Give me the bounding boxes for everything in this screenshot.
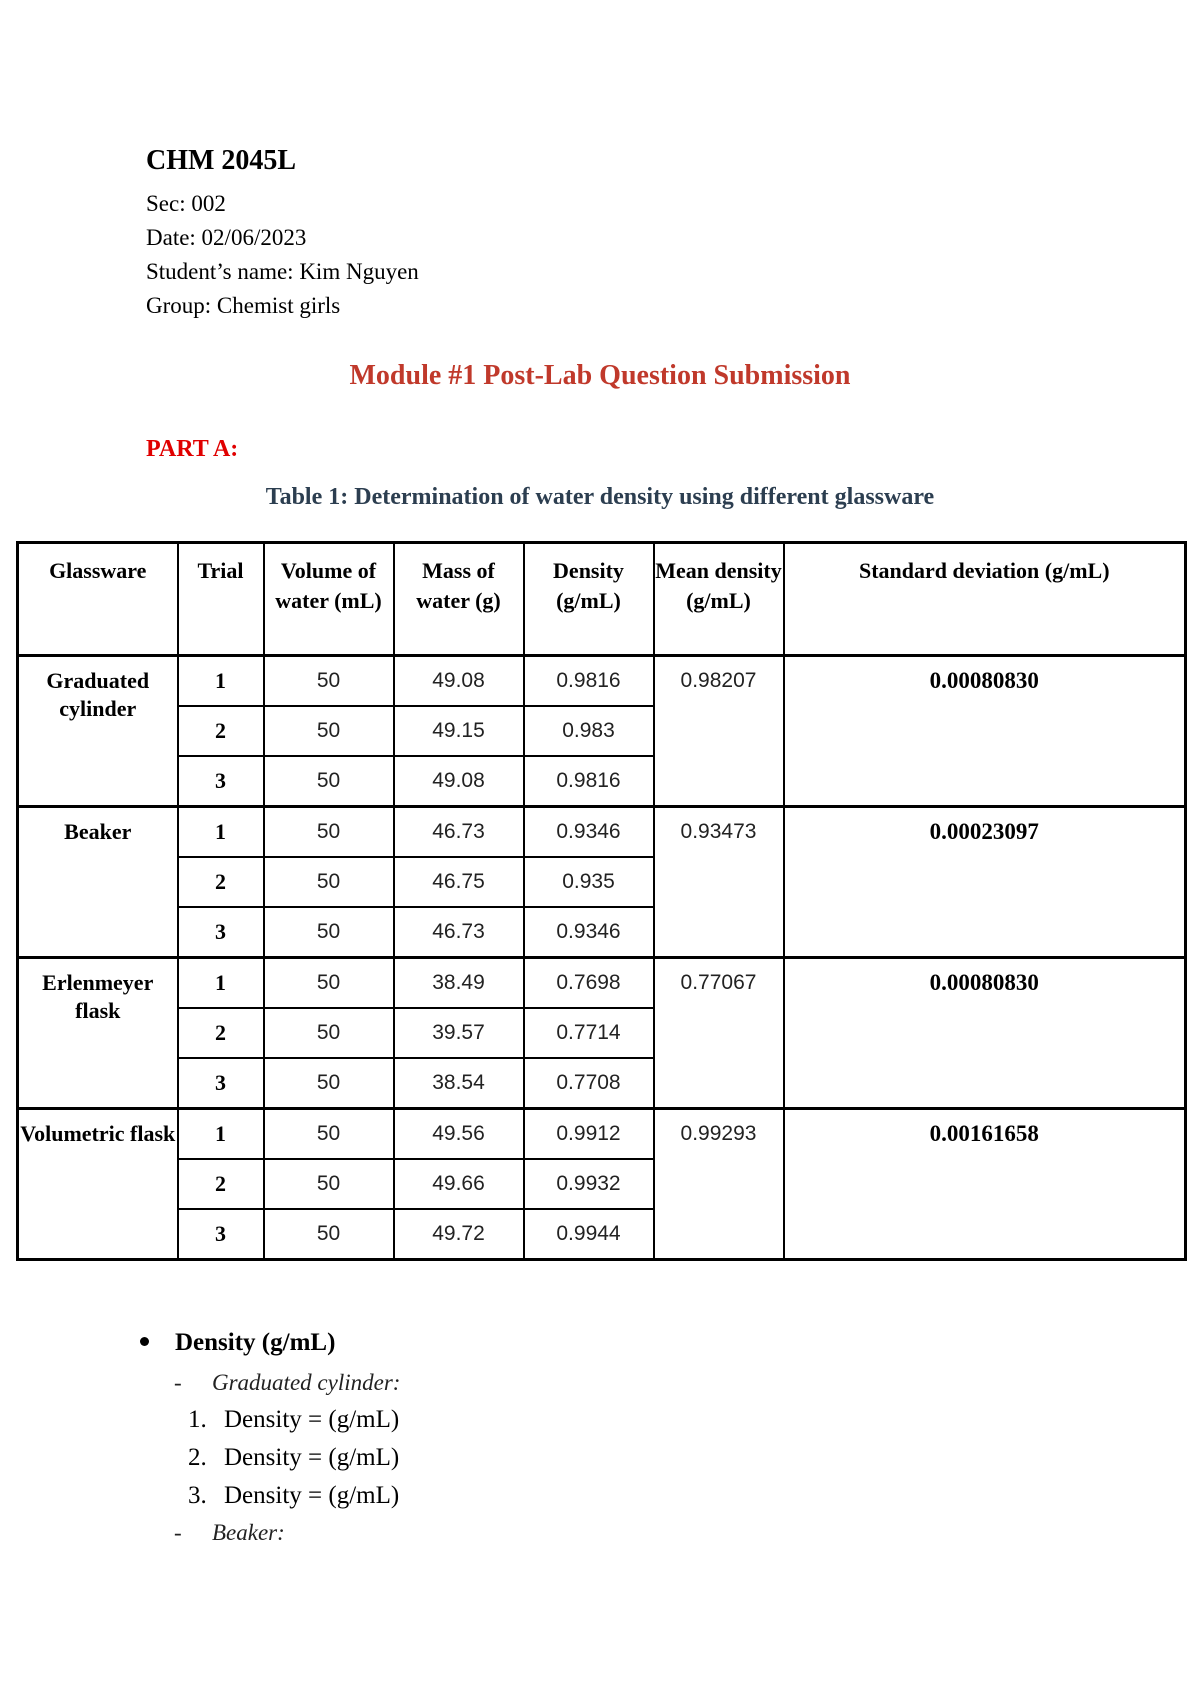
trial-cell: 2 [178,1008,264,1058]
standard-deviation-cell: 0.00023097 [784,807,1186,958]
volume-cell: 50 [264,958,394,1009]
mass-cell: 49.56 [394,1109,524,1160]
header-mean-density: Mean density (g/mL) [654,543,784,656]
trial-cell: 1 [178,958,264,1009]
bullet-icon [140,1337,149,1346]
trial-cell: 3 [178,756,264,807]
density-cell: 0.9346 [524,807,654,858]
glassware-cell: Graduated cylinder [18,656,178,807]
glassware-cell: Beaker [18,807,178,958]
date-line: Date: 02/06/2023 [146,224,307,250]
group-line: Group: Chemist girls [146,292,341,318]
density-cell: 0.7714 [524,1008,654,1058]
trial-cell: 2 [178,706,264,756]
volume-cell: 50 [264,656,394,707]
volume-cell: 50 [264,807,394,858]
volume-cell: 50 [264,1008,394,1058]
volume-cell: 50 [264,907,394,958]
list-index: 2. [188,1444,207,1471]
dash-icon: - [174,1370,182,1395]
dash-icon: - [174,1520,182,1545]
density-cell: 0.9816 [524,756,654,807]
mean-density-cell: 0.98207 [654,656,784,807]
standard-deviation-cell: 0.00161658 [784,1109,1186,1260]
mass-cell: 38.49 [394,958,524,1009]
density-bullet-text: Density (g/mL) [175,1329,336,1356]
trial-cell: 1 [178,1109,264,1160]
mass-cell: 46.73 [394,907,524,958]
density-formula-text: Density = (g/mL) [224,1482,400,1509]
volume-cell: 50 [264,1159,394,1209]
glassware-cell: Erlenmeyer flask [18,958,178,1109]
mass-cell: 49.08 [394,656,524,707]
density-formula-item [188,1477,400,1515]
table-row [18,958,1186,1009]
header-block [146,146,419,323]
glassware-cell: Volumetric flask [18,1109,178,1260]
volume-cell: 50 [264,706,394,756]
density-cell: 0.7698 [524,958,654,1009]
mass-cell: 49.08 [394,756,524,807]
mass-cell: 39.57 [394,1008,524,1058]
mass-cell: 38.54 [394,1058,524,1109]
calculation-notes [140,1325,400,1551]
density-formula-item [188,1401,400,1439]
volume-cell: 50 [264,756,394,807]
density-cell: 0.9944 [524,1209,654,1260]
list-index: 3. [188,1482,207,1509]
list-index: 1. [188,1406,207,1433]
part-a-label: PART A: [146,436,239,462]
trial-cell: 3 [178,907,264,958]
density-cell: 0.9346 [524,907,654,958]
header-trial: Trial [178,543,264,656]
trial-cell: 2 [178,857,264,907]
trial-cell: 1 [178,656,264,707]
mass-cell: 49.66 [394,1159,524,1209]
mass-cell: 46.73 [394,807,524,858]
course-title: CHM 2045L [146,145,297,176]
density-cell: 0.9932 [524,1159,654,1209]
mass-cell: 46.75 [394,857,524,907]
density-formula-text: Density = (g/mL) [224,1444,400,1471]
header-standard-deviation: Standard deviation (g/mL) [784,543,1186,656]
table-caption: Table 1: Determination of water density using different glassware [265,484,935,510]
density-cell: 0.9912 [524,1109,654,1160]
graduated-cylinder-subitem [174,1365,400,1401]
header-glassware: Glassware [18,543,178,656]
mean-density-cell: 0.77067 [654,958,784,1109]
density-cell: 0.935 [524,857,654,907]
standard-deviation-cell: 0.00080830 [784,656,1186,807]
mass-cell: 49.72 [394,1209,524,1260]
density-formula-item [188,1439,400,1477]
density-formula-text: Density = (g/mL) [224,1406,400,1433]
density-bullet-item [140,1325,400,1361]
volume-cell: 50 [264,1058,394,1109]
header-mass: Mass of water (g) [394,543,524,656]
volume-cell: 50 [264,1209,394,1260]
table-row [18,1109,1186,1160]
header-density: Density (g/mL) [524,543,654,656]
density-cell: 0.9816 [524,656,654,707]
section-line: Sec: 002 [146,190,226,216]
table-row [18,656,1186,707]
table-row [18,807,1186,858]
density-cell: 0.983 [524,706,654,756]
density-cell: 0.7708 [524,1058,654,1109]
trial-cell: 3 [178,1209,264,1260]
volume-cell: 50 [264,857,394,907]
student-name-line: Student’s name: Kim Nguyen [146,258,419,284]
beaker-label: Beaker: [212,1520,285,1545]
trial-cell: 1 [178,807,264,858]
volume-cell: 50 [264,1109,394,1160]
density-table [16,541,1187,1261]
mean-density-cell: 0.99293 [654,1109,784,1260]
table-header-row [18,543,1186,656]
mean-density-cell: 0.93473 [654,807,784,958]
trial-cell: 3 [178,1058,264,1109]
module-title: Module #1 Post-Lab Question Submission [349,360,851,391]
trial-cell: 2 [178,1159,264,1209]
beaker-subitem [174,1515,400,1551]
graduated-cylinder-label: Graduated cylinder: [212,1370,401,1395]
standard-deviation-cell: 0.00080830 [784,958,1186,1109]
mass-cell: 49.15 [394,706,524,756]
header-volume: Volume of water (mL) [264,543,394,656]
